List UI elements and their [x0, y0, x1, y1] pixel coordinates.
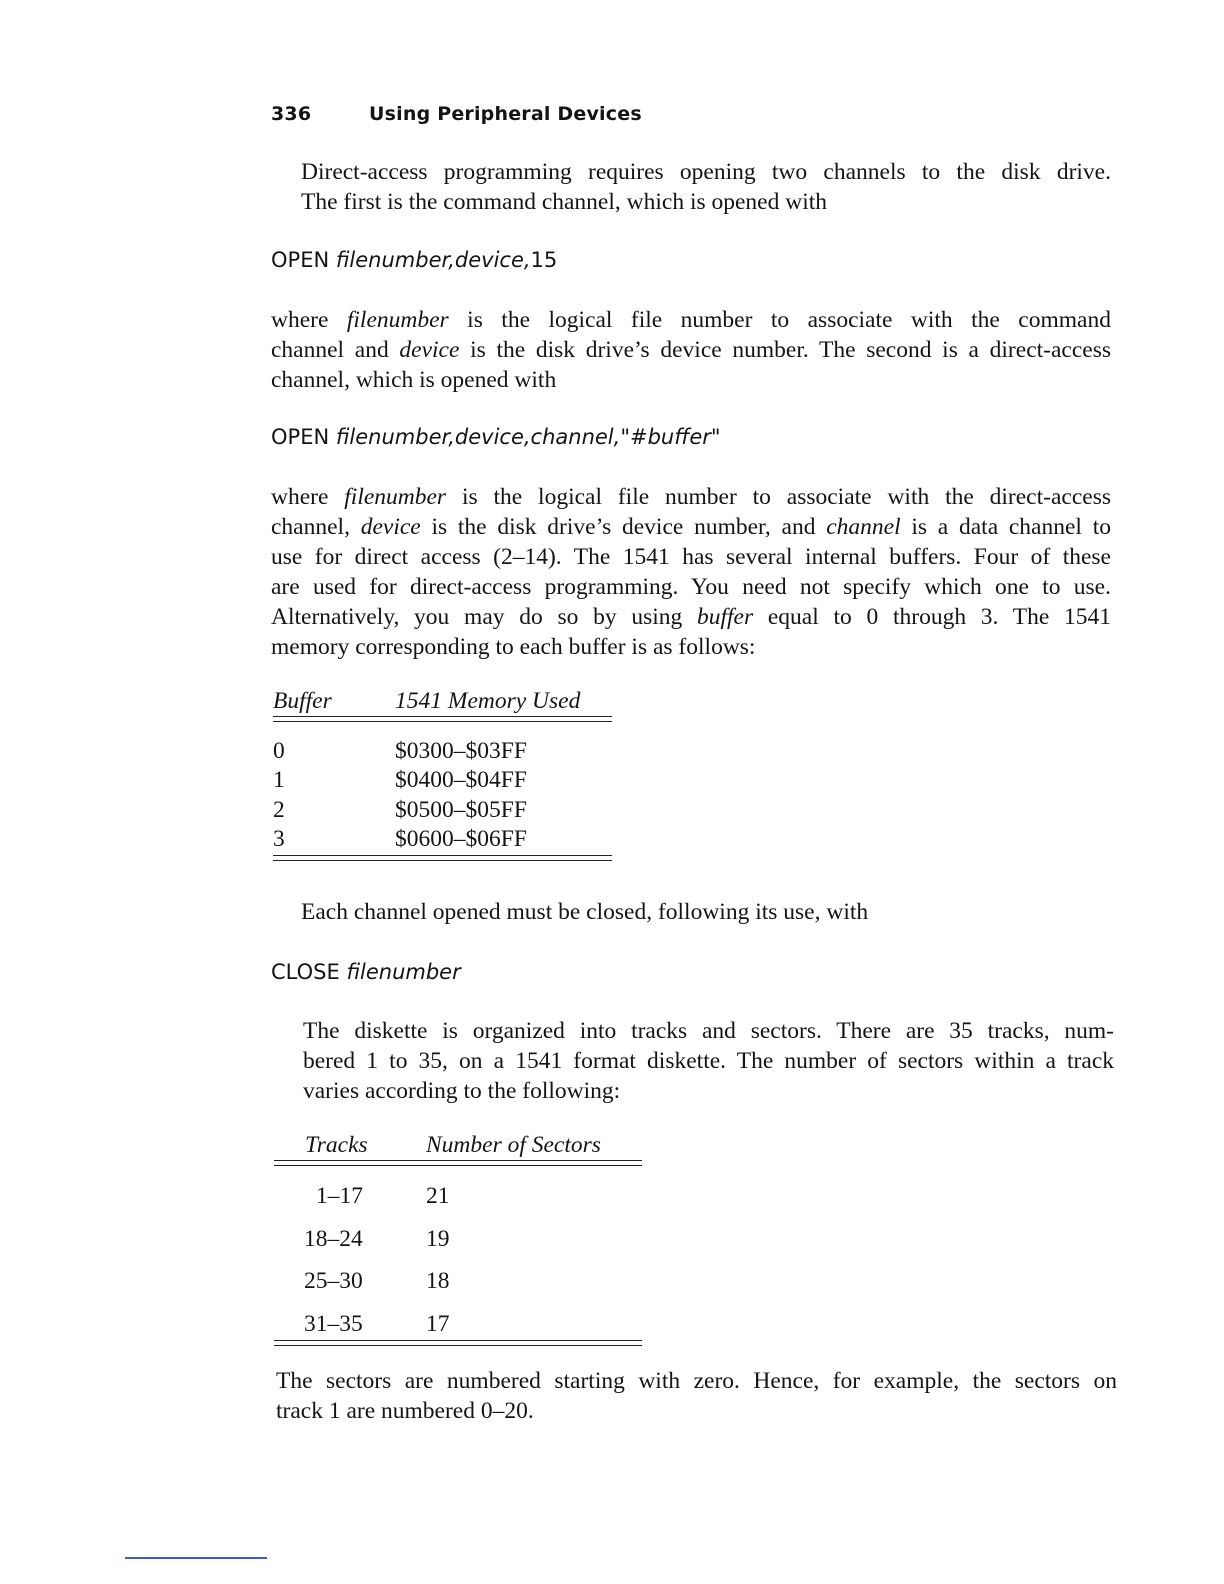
table-cell: 3 — [273, 826, 285, 852]
text-run: is the disk drive’s device number, and — [420, 514, 827, 540]
text-line: The diskette is organized into tracks and sectors. There are 35 tracks, num- — [303, 1018, 1114, 1044]
table-cell: $0600–$06FF — [395, 826, 527, 852]
table-header: Buffer — [273, 688, 332, 714]
text-line: channel, which is opened with — [271, 367, 557, 393]
text-run: Alternatively, you may do so by using — [271, 604, 697, 630]
table-cell: 0 — [273, 738, 285, 764]
table-cell: 31–35 — [304, 1311, 363, 1337]
term-channel: channel — [826, 514, 901, 540]
term-filenumber: filenumber — [346, 307, 449, 333]
text-run: where — [271, 307, 347, 333]
text-line: track 1 are numbered 0–20. — [276, 1398, 534, 1424]
text-line: Each channel opened must be closed, following its use, with — [301, 899, 869, 925]
text-run: is the logical file number to associate with the direct-access — [446, 484, 1111, 510]
term-device: device — [360, 514, 421, 540]
table-cell: $0300–$03FF — [395, 738, 527, 764]
term-filenumber: filenumber — [344, 484, 447, 510]
text-run: is a data channel to — [900, 514, 1111, 540]
table-cell: 17 — [426, 1311, 450, 1337]
code-args: filenumber,device, — [335, 248, 531, 272]
text-line — [271, 602, 1111, 632]
table-cell: 21 — [426, 1183, 450, 1209]
code-args: filenumber — [346, 960, 461, 984]
text-line: use for direct access (2–14). The 1541 has several internal buffers. Four of these — [271, 544, 1111, 570]
text-run: channel, — [271, 514, 361, 540]
text-line — [271, 482, 1111, 512]
text-line: Direct-access programming requires opening two channels to the disk drive. — [301, 159, 1111, 185]
paragraph-tracks — [273, 1016, 1114, 1106]
table-cell: 1–17 — [316, 1183, 363, 1209]
table-rule — [274, 1160, 642, 1161]
text-line — [271, 305, 1111, 335]
table-rule — [274, 1340, 642, 1341]
table-rule — [273, 716, 612, 717]
text-run: channel and — [271, 337, 400, 363]
text-line: memory corresponding to each buffer is as follows: — [271, 634, 756, 660]
code-keyword: CLOSE — [271, 960, 340, 984]
paragraph-command-channel — [271, 305, 1111, 395]
code-keyword: OPEN — [271, 425, 330, 449]
code-keyword: OPEN — [271, 248, 330, 272]
code-number: 15 — [530, 248, 558, 272]
text-run: is the disk drive’s device number. The second is a direct-access — [459, 337, 1111, 363]
table-rule — [273, 721, 612, 722]
code-close — [271, 960, 461, 984]
scan-edge-line — [125, 1557, 267, 1559]
text-line: The first is the command channel, which is opened with — [301, 189, 828, 215]
table-cell: 18–24 — [304, 1226, 363, 1252]
table-rule — [273, 855, 612, 856]
table-cell: 1 — [273, 767, 285, 793]
table-header: Number of Sectors — [426, 1132, 601, 1158]
code-open-command-channel — [271, 248, 557, 272]
text-run: where — [271, 484, 345, 510]
text-line — [271, 512, 1111, 542]
text-line: The sectors are numbered starting with zero. Hence, for example, the sectors on — [276, 1368, 1117, 1394]
term-device: device — [399, 337, 460, 363]
text-line: are used for direct-access programming. You need not specify which one to use. — [271, 574, 1111, 600]
table-cell: $0400–$04FF — [395, 767, 527, 793]
table-cell: 18 — [426, 1268, 450, 1294]
term-buffer: buffer — [696, 604, 754, 630]
table-rule — [273, 860, 612, 861]
paragraph-intro — [271, 157, 1111, 217]
text-line: varies according to the following: — [303, 1078, 621, 1104]
paragraph-sectors — [276, 1366, 1117, 1426]
table-rule — [274, 1165, 642, 1166]
code-args: filenumber,device,channel,"#buffer" — [335, 425, 721, 449]
table-cell: 2 — [273, 797, 285, 823]
table-cell: 19 — [426, 1226, 450, 1252]
table-header: Tracks — [305, 1132, 368, 1158]
paragraph-direct-access-channel — [271, 482, 1111, 662]
paragraph-close — [301, 897, 1121, 927]
running-head — [271, 103, 642, 125]
table-rule — [274, 1345, 642, 1346]
table-cell: 25–30 — [304, 1268, 363, 1294]
running-title: Using Peripheral Devices — [369, 103, 642, 125]
text-run: equal to 0 through 3. The 1541 — [753, 604, 1111, 630]
table-header: 1541 Memory Used — [395, 688, 581, 714]
table-cell: $0500–$05FF — [395, 797, 527, 823]
page-number: 336 — [271, 103, 312, 125]
text-line — [271, 335, 1111, 365]
text-line: bered 1 to 35, on a 1541 format diskette. The number of sectors within a track — [303, 1048, 1114, 1074]
code-open-direct-access-channel — [271, 425, 721, 449]
text-run: is the logical file number to associate with the command — [448, 307, 1111, 333]
